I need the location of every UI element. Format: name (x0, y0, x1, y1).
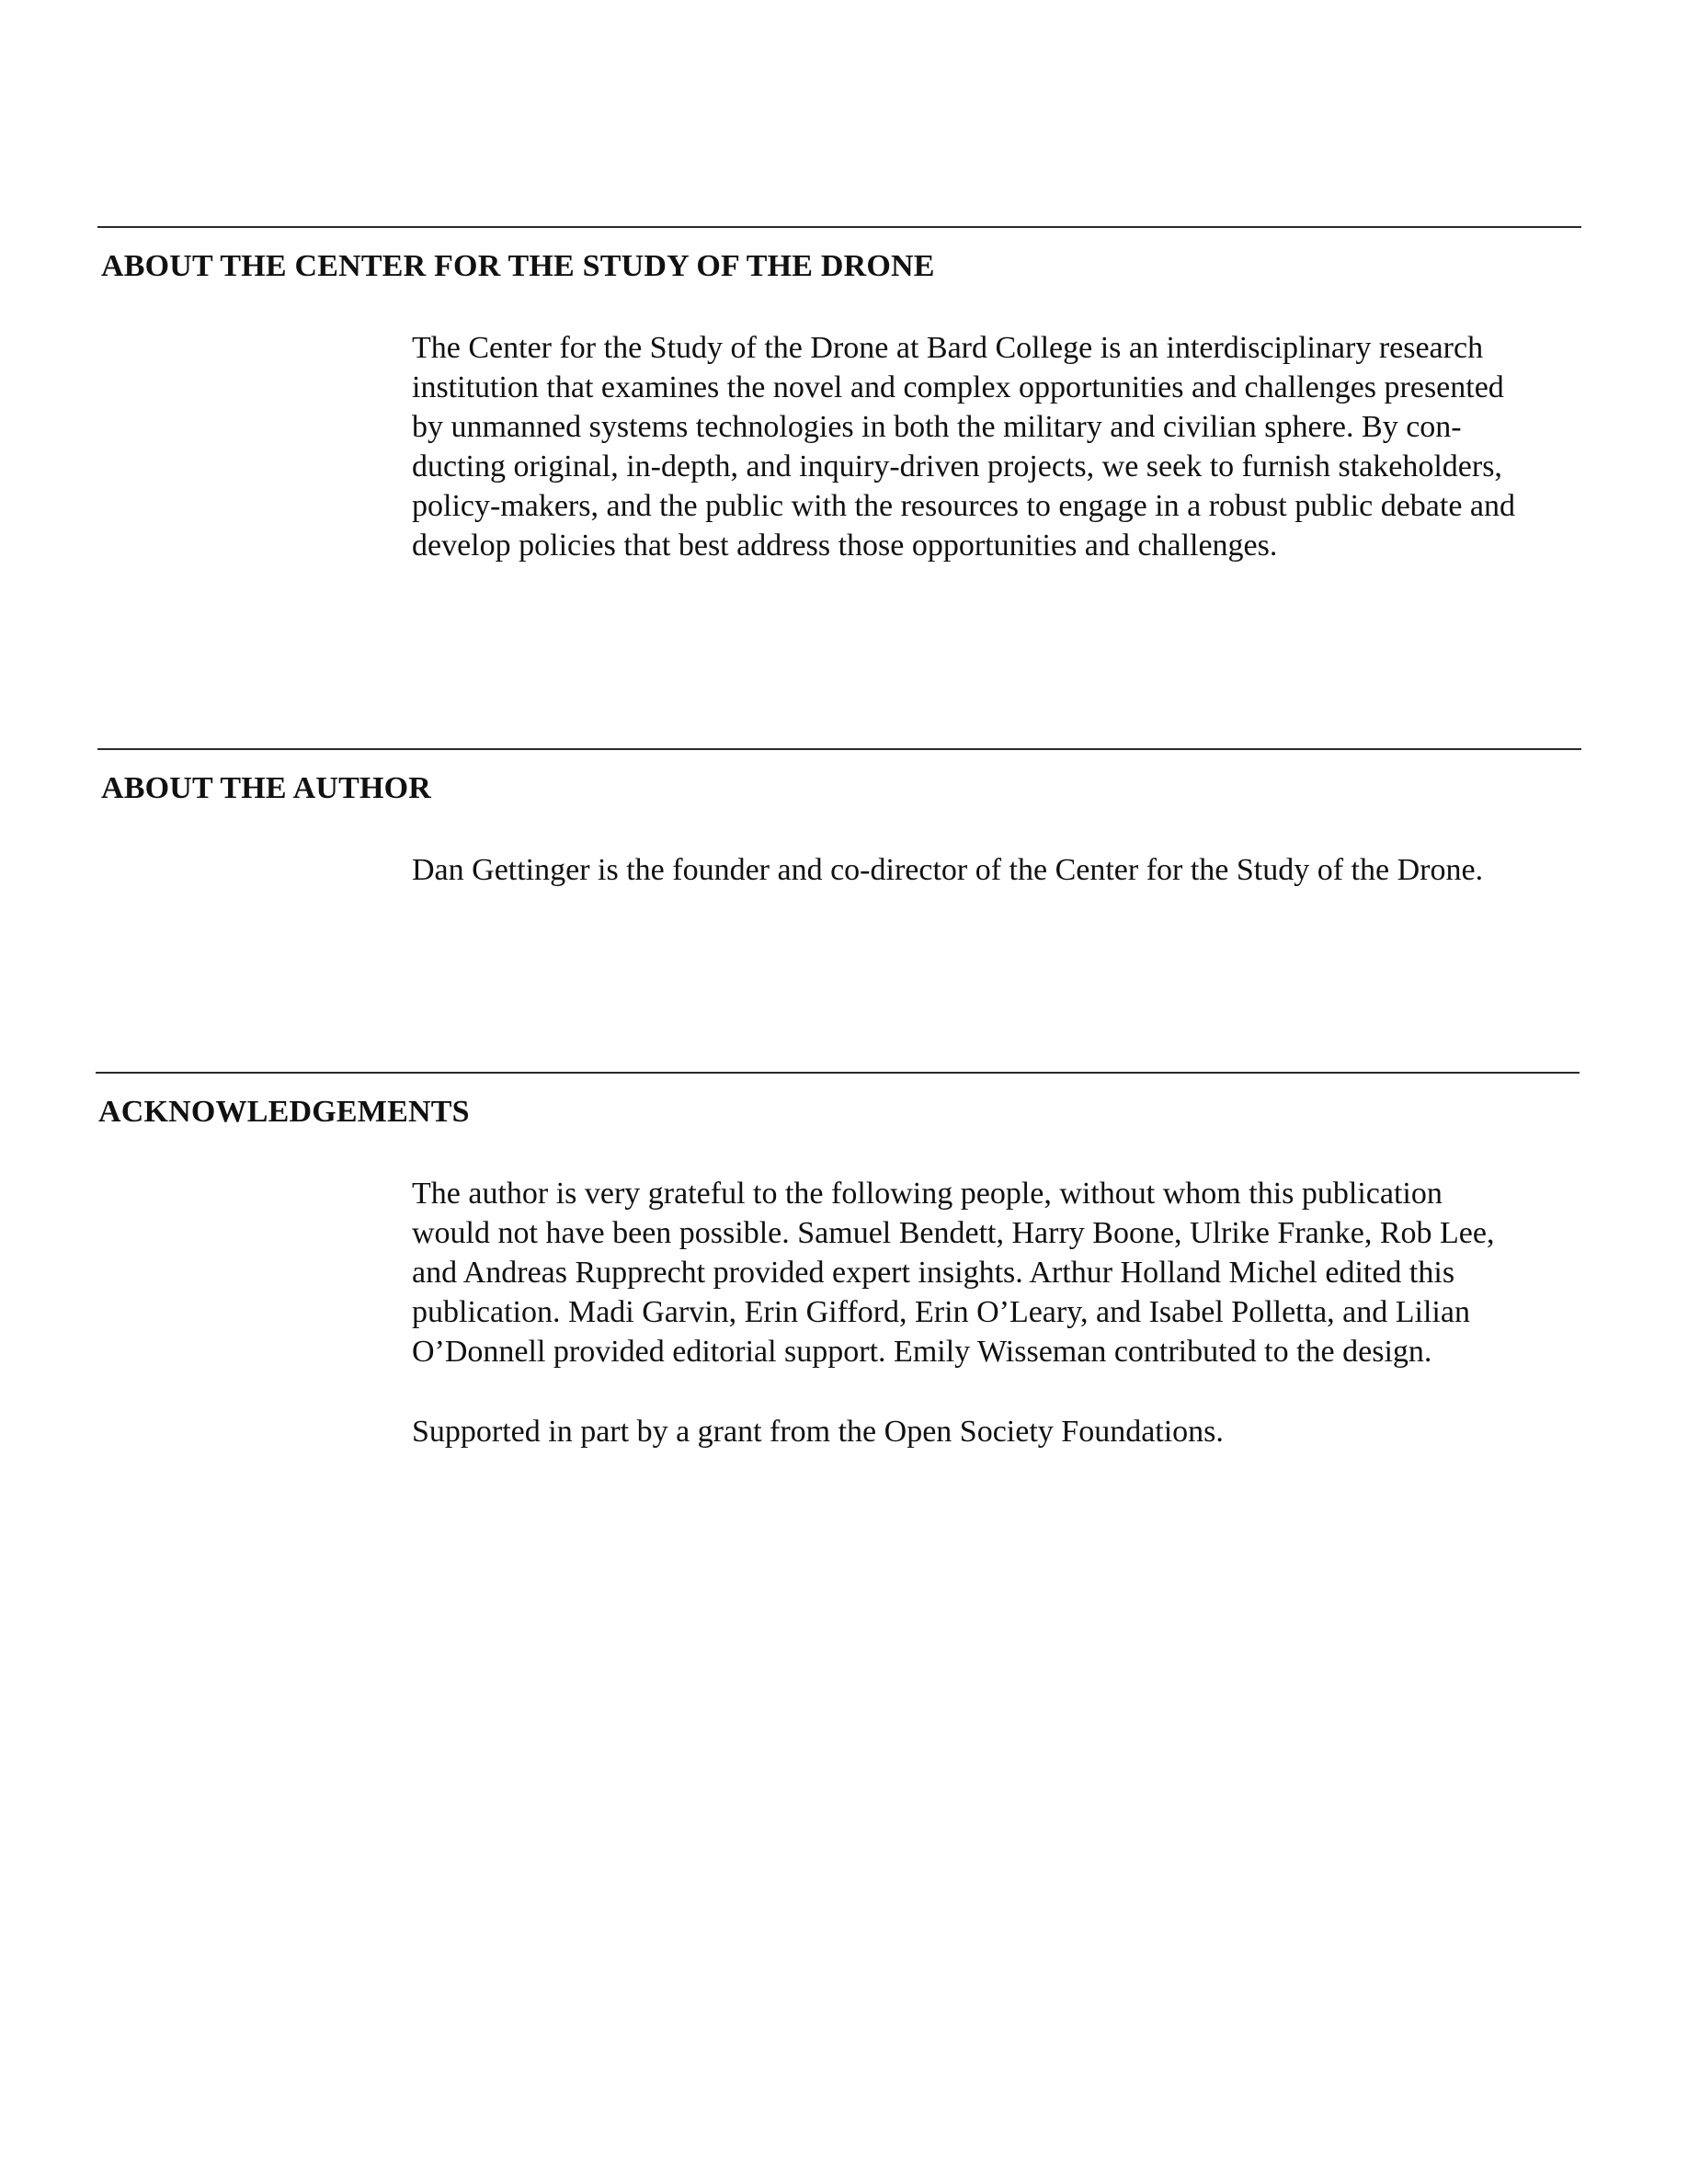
funding-note: Supported in part by a grant from the Open Society Foundations. (412, 1415, 1224, 1449)
paragraph-line: develop policies that best address those opportunities and challenges. (412, 529, 1278, 563)
paragraph-line: The author is very grateful to the following people, without whom this publication (412, 1177, 1443, 1211)
heading-about-author: ABOUT THE AUTHOR (101, 771, 432, 805)
paragraph-line: and Andreas Rupprecht provided expert insights. Arthur Holland Michel edited this (412, 1256, 1455, 1290)
paragraph-line: The Center for the Study of the Drone at Bard College is an interdisciplinary research (412, 331, 1484, 365)
paragraph-line: publication. Madi Garvin, Erin Gifford, Erin O’Leary, and Isabel Polletta, and Lilian (412, 1295, 1470, 1329)
section-divider-acknowledgements (96, 1072, 1580, 1074)
paragraph-line: would not have been possible. Samuel Bendett, Harry Boone, Ulrike Franke, Rob Lee, (412, 1216, 1495, 1250)
paragraph-line: Dan Gettinger is the founder and co-director of the Center for the Study of the Drone. (412, 853, 1484, 887)
paragraph-line: ducting original, in-depth, and inquiry-driven projects, we seek to furnish stakeholders, (412, 449, 1502, 483)
about-author-paragraph (412, 850, 1607, 890)
heading-about-center: ABOUT THE CENTER FOR THE STUDY OF THE DRONE (101, 249, 935, 283)
section-divider-author (97, 748, 1581, 750)
paragraph-line: institution that examines the novel and complex opportunities and challenges presented (412, 370, 1504, 404)
paragraph-line: policy-makers, and the public with the resources to engage in a robust public debate and (412, 489, 1516, 523)
paragraph-line: O’Donnell provided editorial support. Emily Wisseman contributed to the design. (412, 1335, 1432, 1369)
heading-acknowledgements: ACKNOWLEDGEMENTS (98, 1095, 470, 1129)
section-divider-center (97, 226, 1581, 228)
paragraph-line: by unmanned systems technologies in both the military and civilian sphere. By con- (412, 410, 1462, 444)
about-center-paragraph (412, 328, 1607, 565)
acknowledgements-paragraph (412, 1174, 1607, 1371)
